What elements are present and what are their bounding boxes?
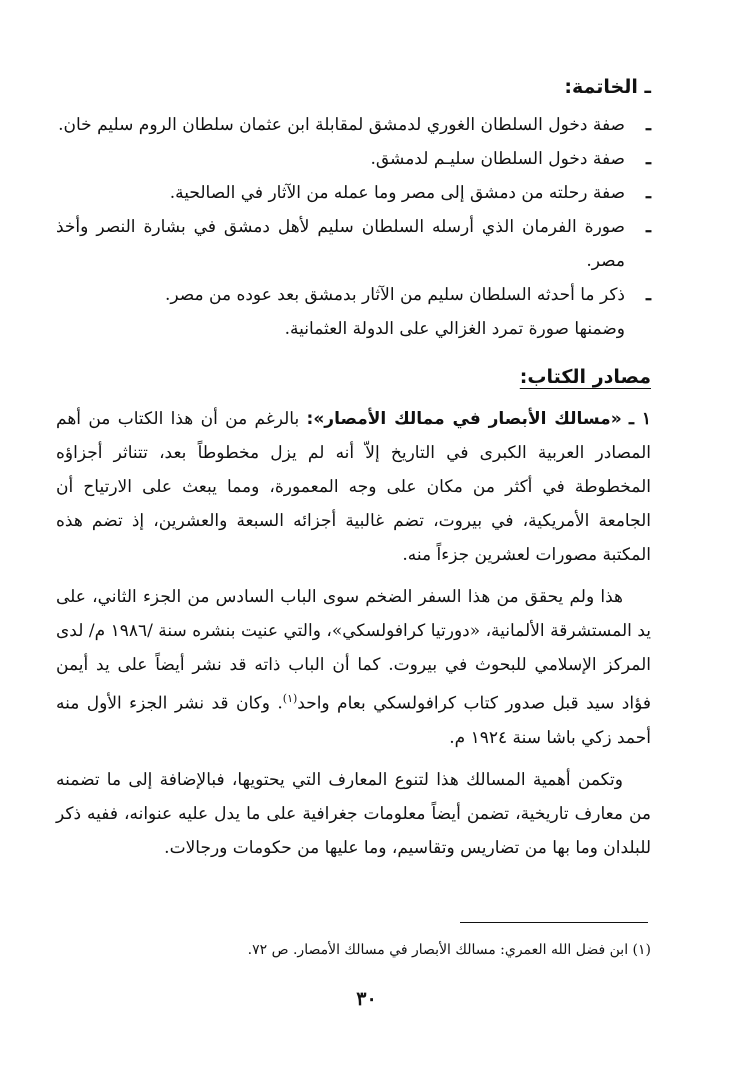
list-item [56, 278, 651, 312]
page-body [56, 70, 651, 865]
paragraph-2-text: هذا ولم يحقق من هذا السفر الضخم سوى الباب السادس من الجزء الثاني، على يد المستشرقة الألمانية، «دورتيا كرافولسكي»، والتي عنيت بنشره سنة /١٩٨٦ م/ لدى المركز الإسلامي للبحوث في بيروت. كما أن الباب ذاته قد نشر أيضاً على يد أيمن فؤاد سيد قبل صدور كتاب كرافولسكي بعام واحد [56, 587, 651, 714]
list-item-text: صفة دخول السلطان سليـم لدمشق. [370, 149, 625, 169]
list-item-text: صفة دخول السلطان الغوري لدمشق لمقابلة ابن عثمان سلطان الروم سليم خان. [58, 115, 625, 135]
conclusion-list [56, 108, 651, 312]
source-book-title: «مسالك الأبصار في ممالك الأمصار»: [306, 409, 622, 429]
footnote-marker[interactable]: (١) [282, 692, 298, 705]
source-item-text: بالرغم من أن هذا الكتاب من أهم المصادر العربية الكبرى في التاريخ إلاّ أنه لم يزل مخطوطاً بعد، تتناثر أجزاؤه المخطوطة في أكثر من مكان على وجه المعمورة، ومما يبعث على الارتياح أن الجامعة الأمريكية، في بيروت، تضم غالبية أجزائه السبعة والعشرين، إذ تضم هذه المكتبة مصورات لعشرين جزءاً منه. [56, 409, 651, 565]
bullet-dash: ـ [646, 149, 651, 169]
list-item [56, 210, 651, 278]
bullet-dash: ـ [646, 183, 651, 203]
list-item-text: صفة رحلته من دمشق إلى مصر وما عمله من الآثار في الصالحية. [169, 183, 625, 203]
list-item-text: ذكر ما أحدثه السلطان سليم من الآثار بدمشق بعد عوده من مصر. [164, 285, 625, 305]
paragraph-3: وتكمن أهمية المسالك هذا لتنوع المعارف التي يحتويها، فبالإضافة إلى ما تضمنه من معارف تاريخية، تضمن أيضاً معلومات جغرافية على ما يدل عليه عنوانه، ففيه ذكر للبلدان وما بها من تضاريس وتقاسيم، وما عليها من حكومات ورجالات. [56, 769, 651, 858]
conclusion-closing-line: وضمنها صورة تمرد الغزالي على الدولة العثمانية. [284, 319, 625, 339]
list-item-text: صورة الفرمان الذي أرسله السلطان سليم لأهل دمشق في بشارة النصر وأخذ مصر. [56, 217, 625, 271]
paragraph-2 [56, 580, 651, 755]
bullet-dash: ـ [646, 285, 651, 305]
page-number: ٣٠ [356, 988, 377, 1010]
source-item-number: ١ ـ [629, 409, 651, 429]
paragraph-2-text-end: . وكان قد نشر الجزء الأول منه أحمد زكي باشا سنة ١٩٢٤ م. [56, 693, 651, 748]
footnote: (١) ابن فضل الله العمري: مسالك الأبصار في مسالك الأمصار. ص ٧٢. [247, 942, 651, 958]
bullet-dash: ـ [646, 115, 651, 135]
footnote-divider [460, 922, 648, 923]
list-item [56, 108, 651, 142]
bullet-dash: ـ [646, 217, 651, 237]
list-item [56, 142, 651, 176]
source-item-1 [56, 402, 651, 572]
list-item [56, 176, 651, 210]
sources-heading: مصادر الكتاب: [519, 366, 651, 388]
conclusion-heading: ـ الخاتمة: [564, 76, 651, 98]
